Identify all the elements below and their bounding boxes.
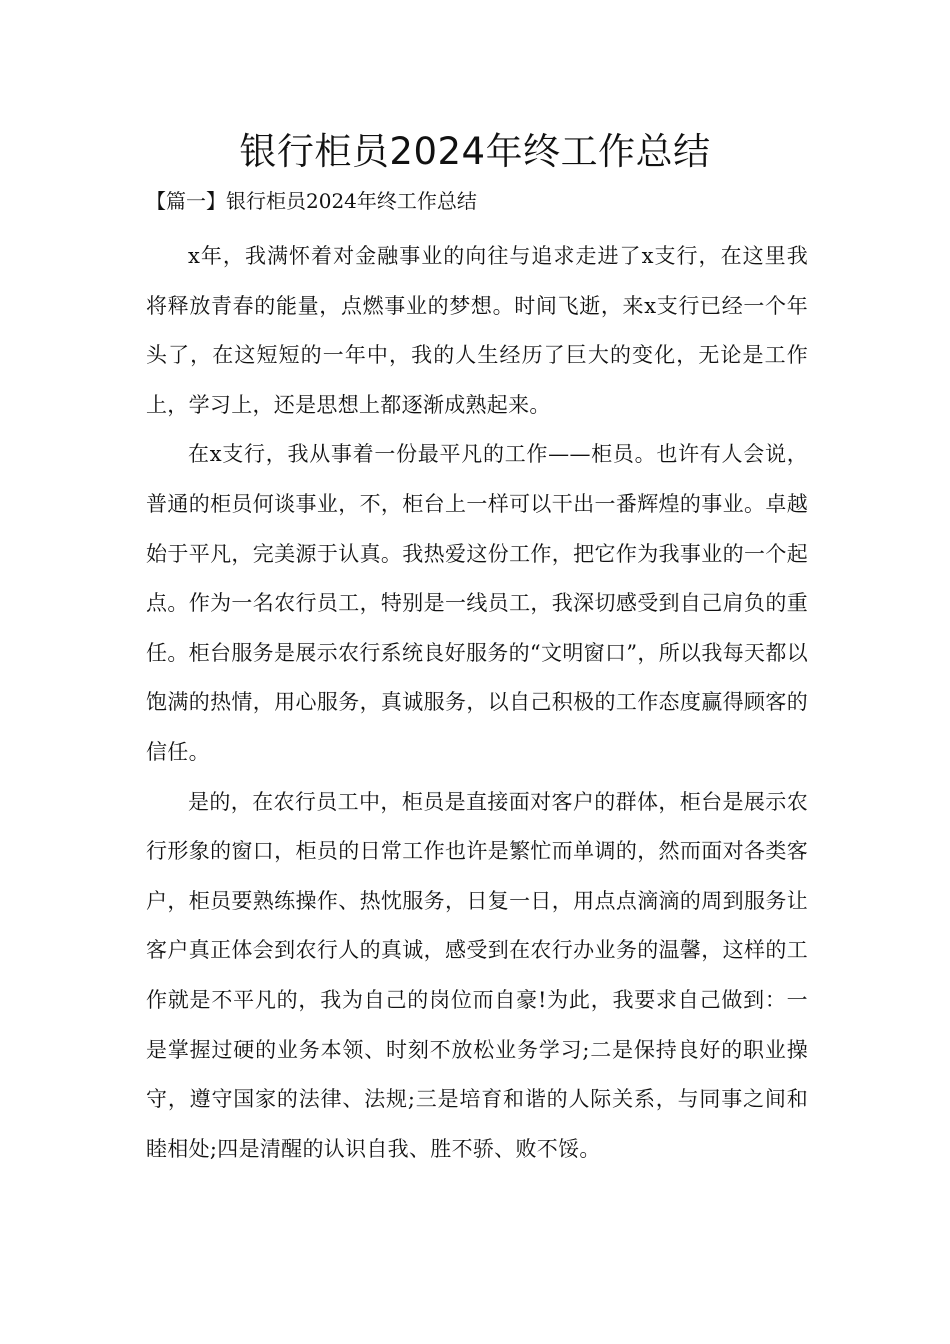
document-title: 银行柜员2024年终工作总结 [239, 130, 711, 173]
body-text [146, 232, 808, 1174]
paragraph-2: 在x支行，我从事着一份最平凡的工作——柜员。也许有人会说，普通的柜员何谈事业，不，柜台上一样可以干出一番辉煌的事业。卓越始于平凡，完美源于认真。我热爱这份工作，把它作为我事业的一个起点。作为一名农行员工，特别是一线员工，我深切感受到自己肩负的重任。柜台服务是展示农行系统良好服务的“文明窗口”，所以我每天都以饱满的热情，用心服务，真诚服务，以自己积极的工作态度赢得顾客的信任。 [146, 442, 808, 764]
section-heading: 【篇一】银行柜员2024年终工作总结 [146, 189, 477, 213]
paragraph-1: x年，我满怀着对金融事业的向往与追求走进了x支行，在这里我将释放青春的能量，点燃事业的梦想。时间飞逝，来x支行已经一个年头了，在这短短的一年中，我的人生经历了巨大的变化，无论是工作上，学习上，还是思想上都逐渐成熟起来。 [146, 244, 808, 417]
paragraph-3: 是的，在农行员工中，柜员是直接面对客户的群体，柜台是展示农行形象的窗口，柜员的日常工作也许是繁忙而单调的，然而面对各类客户，柜员要熟练操作、热忱服务，日复一日，用点点滴滴的周到服务让客户真正体会到农行人的真诚，感受到在农行办业务的温馨，这样的工作就是不平凡的，我为自己的岗位而自豪!为此，我要求自己做到：一是掌握过硬的业务本领、时刻不放松业务学习;二是保持良好的职业操守，遵守国家的法律、法规;三是培育和谐的人际关系，与同事之间和睦相处;四是清醒的认识自我、胜不骄、败不馁。 [146, 789, 808, 1161]
